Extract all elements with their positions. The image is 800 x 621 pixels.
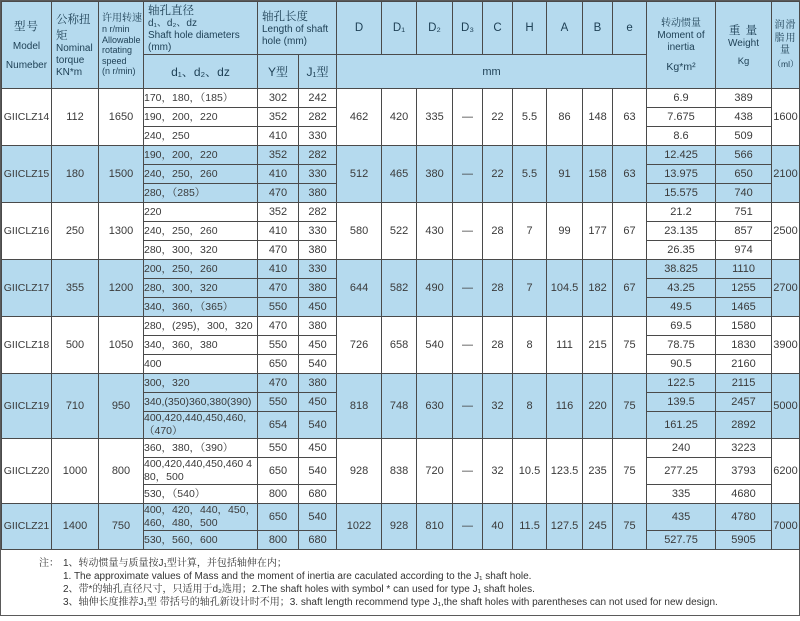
y-length-cell: 550 xyxy=(258,298,299,317)
dim-cell: 580 xyxy=(337,203,382,260)
inertia-cell: 240 xyxy=(647,439,716,458)
dim-cell: — xyxy=(453,260,483,317)
grease-cell: 1600 xyxy=(772,89,800,146)
header-weight-zh: 重 量 xyxy=(728,25,759,38)
header-speed-l3: Allowable xyxy=(102,34,141,45)
header-torque xyxy=(52,2,99,89)
j-length-cell: 450 xyxy=(299,336,337,355)
y-length-cell: 650 xyxy=(258,504,299,531)
note-line-1: 1、转动惯量与质量按J₁型计算，并包括轴伸在内； xyxy=(63,558,287,569)
dim-cell: 11.5 xyxy=(513,504,547,550)
diameter-cell: 280，(295)，300，320 xyxy=(144,317,258,336)
dim-cell: 810 xyxy=(417,504,453,550)
dim-cell: 235 xyxy=(583,439,613,504)
inertia-cell: 335 xyxy=(647,485,716,504)
header-speed-l5: speed xyxy=(102,55,127,66)
grease-cell: 5000 xyxy=(772,374,800,439)
dim-cell: 75 xyxy=(613,504,647,550)
model-cell: GIICLZ15 xyxy=(2,146,52,203)
table-row xyxy=(2,260,800,279)
dim-cell: 40 xyxy=(483,504,513,550)
grease-cell: 2700 xyxy=(772,260,800,317)
dim-cell: 220 xyxy=(583,374,613,439)
diameter-cell: 240，250，260 xyxy=(144,222,258,241)
grease-cell: 2100 xyxy=(772,146,800,203)
dim-cell: 75 xyxy=(613,439,647,504)
header-dim-D1: D₁ xyxy=(382,2,417,55)
torque-cell: 710 xyxy=(52,374,99,439)
dim-cell: 182 xyxy=(583,260,613,317)
diameter-cell: 340，360，（365） xyxy=(144,298,258,317)
inertia-cell: 78.75 xyxy=(647,336,716,355)
dim-cell: — xyxy=(453,504,483,550)
notes xyxy=(1,550,799,615)
header-weight-en: Weight xyxy=(728,38,759,50)
header-inertia-zh: 转动惯量 xyxy=(661,17,702,29)
diameter-cell: 240，250 xyxy=(144,127,258,146)
weight-cell: 509 xyxy=(716,127,772,146)
j-length-cell: 540 xyxy=(299,412,337,439)
dim-cell: 32 xyxy=(483,374,513,439)
header-grease xyxy=(772,2,800,89)
y-length-cell: 470 xyxy=(258,241,299,260)
weight-cell: 857 xyxy=(716,222,772,241)
weight-cell: 438 xyxy=(716,108,772,127)
inertia-cell: 435 xyxy=(647,504,716,531)
diameter-cell: 170，180，（185） xyxy=(144,89,258,108)
dim-cell: 86 xyxy=(547,89,583,146)
j-length-cell: 450 xyxy=(299,439,337,458)
weight-cell: 3223 xyxy=(716,439,772,458)
header-dim-B: B xyxy=(583,2,613,55)
inertia-cell: 13.975 xyxy=(647,165,716,184)
header-torque-unit: KN*m xyxy=(56,67,83,78)
dim-cell: 380 xyxy=(417,146,453,203)
header-grease-unit: （ml） xyxy=(772,58,799,69)
y-length-cell: 650 xyxy=(258,458,299,485)
dim-cell: — xyxy=(453,374,483,439)
dim-cell: — xyxy=(453,317,483,374)
dim-cell: 5.5 xyxy=(513,146,547,203)
dim-cell: 158 xyxy=(583,146,613,203)
j-length-cell: 680 xyxy=(299,531,337,550)
model-cell: GIICLZ18 xyxy=(2,317,52,374)
model-cell: GIICLZ20 xyxy=(2,439,52,504)
weight-cell: 751 xyxy=(716,203,772,222)
dim-cell: 215 xyxy=(583,317,613,374)
header-dim-e: e xyxy=(613,2,647,55)
table-row xyxy=(2,374,800,393)
speed-cell: 750 xyxy=(99,504,144,550)
weight-cell: 2160 xyxy=(716,355,772,374)
y-length-cell: 352 xyxy=(258,108,299,127)
grease-cell: 2500 xyxy=(772,203,800,260)
diameter-cell: 400,420,440,450,460 480，500 xyxy=(144,458,258,485)
grease-cell: 3900 xyxy=(772,317,800,374)
dim-cell: 7 xyxy=(513,260,547,317)
dim-cell: 22 xyxy=(483,146,513,203)
header-grease-l1: 润滑 xyxy=(774,20,797,31)
model-cell: GIICLZ21 xyxy=(2,504,52,550)
torque-cell: 180 xyxy=(52,146,99,203)
dim-cell: 658 xyxy=(382,317,417,374)
header-speed xyxy=(99,2,144,89)
dim-cell: 540 xyxy=(417,317,453,374)
header-model-en1: Model xyxy=(12,41,41,52)
dim-cell: 177 xyxy=(583,203,613,260)
dim-cell: — xyxy=(453,439,483,504)
header-torque-en2: torque xyxy=(56,55,85,66)
dim-cell: 7 xyxy=(513,203,547,260)
weight-cell: 650 xyxy=(716,165,772,184)
speed-cell: 1300 xyxy=(99,203,144,260)
dim-cell: 28 xyxy=(483,203,513,260)
header-model xyxy=(2,2,52,89)
header-diameters-symbols: d₁、d₂、dz xyxy=(148,18,197,29)
inertia-cell: 527.75 xyxy=(647,531,716,550)
inertia-cell: 69.5 xyxy=(647,317,716,336)
j-length-cell: 330 xyxy=(299,260,337,279)
header-diameters-zh: 轴孔直径 xyxy=(148,5,194,17)
inertia-cell: 38.825 xyxy=(647,260,716,279)
dim-cell: 462 xyxy=(337,89,382,146)
note-line-2: 1. The approximate values of Mass and the moment of inertia are caculated according to the J₁ shaft hole. xyxy=(63,571,532,582)
j-length-cell: 540 xyxy=(299,504,337,531)
note-line-3: 2、带*的轴孔直径尺寸，只适用于d₂选用；2.The shaft holes with symbol * can used for type J₁ shaft holes. xyxy=(63,584,535,595)
header-dim-D: D xyxy=(337,2,382,55)
diameter-cell: 280，（285） xyxy=(144,184,258,203)
weight-cell: 1465 xyxy=(716,298,772,317)
weight-cell: 740 xyxy=(716,184,772,203)
dim-cell: 32 xyxy=(483,439,513,504)
diameter-cell: 280，300，320 xyxy=(144,241,258,260)
dim-cell: — xyxy=(453,203,483,260)
table-row xyxy=(2,203,800,222)
diameter-cell: 400 xyxy=(144,355,258,374)
inertia-cell: 26.35 xyxy=(647,241,716,260)
torque-cell: 500 xyxy=(52,317,99,374)
header-grease-l3: 量 xyxy=(780,45,792,56)
diameter-cell: 190，200，220 xyxy=(144,108,258,127)
table-row xyxy=(2,504,800,531)
y-length-cell: 470 xyxy=(258,184,299,203)
weight-cell: 566 xyxy=(716,146,772,165)
dim-cell: 335 xyxy=(417,89,453,146)
dim-cell: 75 xyxy=(613,374,647,439)
header-weight xyxy=(716,2,772,89)
header-inertia-unit: Kg*m² xyxy=(666,60,696,73)
diameter-cell: 300，320 xyxy=(144,374,258,393)
header-model-zh: 型号 xyxy=(14,21,39,33)
header-length xyxy=(258,2,337,55)
header-speed-zh: 许用转速 xyxy=(102,12,142,24)
speed-cell: 800 xyxy=(99,439,144,504)
dim-cell: 148 xyxy=(583,89,613,146)
speed-cell: 1500 xyxy=(99,146,144,203)
dim-cell: 430 xyxy=(417,203,453,260)
diameter-cell: 280，300，320 xyxy=(144,279,258,298)
inertia-cell: 12.425 xyxy=(647,146,716,165)
diameter-cell: 220 xyxy=(144,203,258,222)
j-length-cell: 380 xyxy=(299,279,337,298)
grease-cell: 7000 xyxy=(772,504,800,550)
y-length-cell: 352 xyxy=(258,146,299,165)
torque-cell: 250 xyxy=(52,203,99,260)
diameter-cell: 190，200，220 xyxy=(144,146,258,165)
header-speed-l4: rotating xyxy=(102,45,133,55)
j-length-cell: 282 xyxy=(299,203,337,222)
dim-cell: 420 xyxy=(382,89,417,146)
grease-cell: 6200 xyxy=(772,439,800,504)
dim-cell: 630 xyxy=(417,374,453,439)
table-row xyxy=(2,146,800,165)
header-grease-l2: 脂用 xyxy=(774,32,797,44)
header-speed-l6: (n r/min) xyxy=(102,66,136,76)
j-length-cell: 540 xyxy=(299,458,337,485)
header-speed-l2: n r/min xyxy=(102,24,130,34)
weight-cell: 974 xyxy=(716,241,772,260)
dim-cell: 1022 xyxy=(337,504,382,550)
table-row xyxy=(2,439,800,458)
dim-cell: 10.5 xyxy=(513,439,547,504)
y-length-cell: 650 xyxy=(258,355,299,374)
model-cell: GIICLZ17 xyxy=(2,260,52,317)
dim-cell: 748 xyxy=(382,374,417,439)
notes-prefix: 注： xyxy=(39,558,59,569)
header-inertia xyxy=(647,2,716,89)
speed-cell: 1650 xyxy=(99,89,144,146)
inertia-cell: 43.25 xyxy=(647,279,716,298)
torque-cell: 1400 xyxy=(52,504,99,550)
j-length-cell: 680 xyxy=(299,485,337,504)
y-length-cell: 410 xyxy=(258,165,299,184)
weight-cell: 1255 xyxy=(716,279,772,298)
torque-cell: 112 xyxy=(52,89,99,146)
dim-cell: 75 xyxy=(613,317,647,374)
header-weight-unit: Kg xyxy=(737,56,750,68)
inertia-cell: 8.6 xyxy=(647,127,716,146)
spec-table-body xyxy=(2,89,800,550)
diameter-cell: 530，（540） xyxy=(144,485,258,504)
table-row xyxy=(2,89,800,108)
dim-cell: 63 xyxy=(613,89,647,146)
dim-cell: 522 xyxy=(382,203,417,260)
speed-cell: 1200 xyxy=(99,260,144,317)
dim-cell: 28 xyxy=(483,260,513,317)
y-length-cell: 550 xyxy=(258,393,299,412)
j-length-cell: 330 xyxy=(299,165,337,184)
y-length-cell: 352 xyxy=(258,203,299,222)
j-length-cell: 380 xyxy=(299,317,337,336)
dim-cell: 104.5 xyxy=(547,260,583,317)
header-dim-D2: D₂ xyxy=(417,2,453,55)
header-dim-H: H xyxy=(513,2,547,55)
dim-cell: 67 xyxy=(613,203,647,260)
model-cell: GIICLZ16 xyxy=(2,203,52,260)
y-length-cell: 410 xyxy=(258,260,299,279)
dim-cell: 127.5 xyxy=(547,504,583,550)
y-length-cell: 654 xyxy=(258,412,299,439)
inertia-cell: 90.5 xyxy=(647,355,716,374)
diameter-cell: 240，250，260 xyxy=(144,165,258,184)
j-length-cell: 330 xyxy=(299,127,337,146)
j-length-cell: 450 xyxy=(299,298,337,317)
y-length-cell: 470 xyxy=(258,374,299,393)
dim-cell: 245 xyxy=(583,504,613,550)
header-inertia-en1: Moment of xyxy=(657,29,705,41)
header-mm-label: mm xyxy=(337,55,647,89)
diameter-cell: 200，250，260 xyxy=(144,260,258,279)
weight-cell: 2457 xyxy=(716,393,772,412)
note-line-4: 3、轴伸长度推荐J₁型 带括号的轴孔新设计时不用；3. shaft length recommend type J₁,the shaft holes with parentheses can not used for new design. xyxy=(63,597,718,608)
j-length-cell: 282 xyxy=(299,108,337,127)
header-diameters-sub: d₁、d₂、dz xyxy=(144,55,258,89)
weight-cell: 1580 xyxy=(716,317,772,336)
speed-cell: 950 xyxy=(99,374,144,439)
weight-cell: 389 xyxy=(716,89,772,108)
dim-cell: 838 xyxy=(382,439,417,504)
j-length-cell: 540 xyxy=(299,355,337,374)
y-length-cell: 410 xyxy=(258,127,299,146)
weight-cell: 4780 xyxy=(716,504,772,531)
dim-cell: 726 xyxy=(337,317,382,374)
inertia-cell: 6.9 xyxy=(647,89,716,108)
dim-cell: 91 xyxy=(547,146,583,203)
y-length-cell: 550 xyxy=(258,336,299,355)
dim-cell: 928 xyxy=(337,439,382,504)
weight-cell: 4680 xyxy=(716,485,772,504)
inertia-cell: 122.5 xyxy=(647,374,716,393)
inertia-cell: 15.575 xyxy=(647,184,716,203)
header-dim-D3: D₃ xyxy=(453,2,483,55)
j-length-cell: 380 xyxy=(299,374,337,393)
weight-cell: 2892 xyxy=(716,412,772,439)
dim-cell: 490 xyxy=(417,260,453,317)
header-diameters-en: Shaft hole diameters (mm) xyxy=(148,30,240,53)
dim-cell: 28 xyxy=(483,317,513,374)
weight-cell: 5905 xyxy=(716,531,772,550)
y-length-cell: 550 xyxy=(258,439,299,458)
header-length-zh: 轴孔长度 xyxy=(262,11,308,23)
dim-cell: — xyxy=(453,146,483,203)
model-cell: GIICLZ19 xyxy=(2,374,52,439)
y-length-cell: 800 xyxy=(258,531,299,550)
dim-cell: 111 xyxy=(547,317,583,374)
j-length-cell: 450 xyxy=(299,393,337,412)
header-dim-C: C xyxy=(483,2,513,55)
diameter-cell: 360，380，（390） xyxy=(144,439,258,458)
header-model-en2: Numeber xyxy=(5,60,48,71)
table-row xyxy=(2,317,800,336)
dim-cell: 8 xyxy=(513,317,547,374)
weight-cell: 1110 xyxy=(716,260,772,279)
inertia-cell: 161.25 xyxy=(647,412,716,439)
inertia-cell: 49.5 xyxy=(647,298,716,317)
header-diameters xyxy=(144,2,258,55)
dim-cell: 720 xyxy=(417,439,453,504)
model-cell: GIICLZ14 xyxy=(2,89,52,146)
dim-cell: 63 xyxy=(613,146,647,203)
header-length-en2: hole (mm) xyxy=(262,36,308,47)
diameter-cell: 400，420，440，450，460，480，500 xyxy=(144,504,257,529)
dim-cell: 123.5 xyxy=(547,439,583,504)
dim-cell: 67 xyxy=(613,260,647,317)
y-length-cell: 302 xyxy=(258,89,299,108)
inertia-cell: 23.135 xyxy=(647,222,716,241)
j-length-cell: 330 xyxy=(299,222,337,241)
header-inertia-en2: inertia xyxy=(667,41,695,53)
dim-cell: 5.5 xyxy=(513,89,547,146)
j-length-cell: 282 xyxy=(299,146,337,165)
j-length-cell: 242 xyxy=(299,89,337,108)
inertia-cell: 277.25 xyxy=(647,458,716,485)
speed-cell: 1050 xyxy=(99,317,144,374)
y-length-cell: 410 xyxy=(258,222,299,241)
weight-cell: 1830 xyxy=(716,336,772,355)
dim-cell: 582 xyxy=(382,260,417,317)
dim-cell: 99 xyxy=(547,203,583,260)
diameter-cell: 340,(350)360,380(390) xyxy=(144,393,258,412)
j-length-cell: 380 xyxy=(299,241,337,260)
torque-cell: 1000 xyxy=(52,439,99,504)
diameter-cell: 530，560，600 xyxy=(144,531,258,550)
dim-cell: 465 xyxy=(382,146,417,203)
header-torque-en1: Nominal xyxy=(56,43,93,54)
dim-cell: 8 xyxy=(513,374,547,439)
header-torque-zh: 公称扭矩 xyxy=(56,14,91,42)
spec-table xyxy=(1,1,800,550)
weight-cell: 3793 xyxy=(716,458,772,485)
header-dim-A: A xyxy=(547,2,583,55)
diameter-cell: 400,420,440,450,460,（470） xyxy=(144,412,258,439)
inertia-cell: 139.5 xyxy=(647,393,716,412)
dim-cell: 818 xyxy=(337,374,382,439)
header-length-en1: Length of shaft xyxy=(262,24,329,35)
dim-cell: — xyxy=(453,89,483,146)
y-length-cell: 470 xyxy=(258,279,299,298)
header-y-type: Y型 xyxy=(258,55,299,89)
inertia-cell: 21.2 xyxy=(647,203,716,222)
header-j-type: J₁型 xyxy=(299,55,337,89)
inertia-cell: 7.675 xyxy=(647,108,716,127)
weight-cell: 2115 xyxy=(716,374,772,393)
dim-cell: 928 xyxy=(382,504,417,550)
dim-cell: 644 xyxy=(337,260,382,317)
y-length-cell: 470 xyxy=(258,317,299,336)
dim-cell: 116 xyxy=(547,374,583,439)
dim-cell: 22 xyxy=(483,89,513,146)
y-length-cell: 800 xyxy=(258,485,299,504)
dim-cell: 512 xyxy=(337,146,382,203)
j-length-cell: 380 xyxy=(299,184,337,203)
diameter-cell: 340，360，380 xyxy=(144,336,258,355)
torque-cell: 355 xyxy=(52,260,99,317)
